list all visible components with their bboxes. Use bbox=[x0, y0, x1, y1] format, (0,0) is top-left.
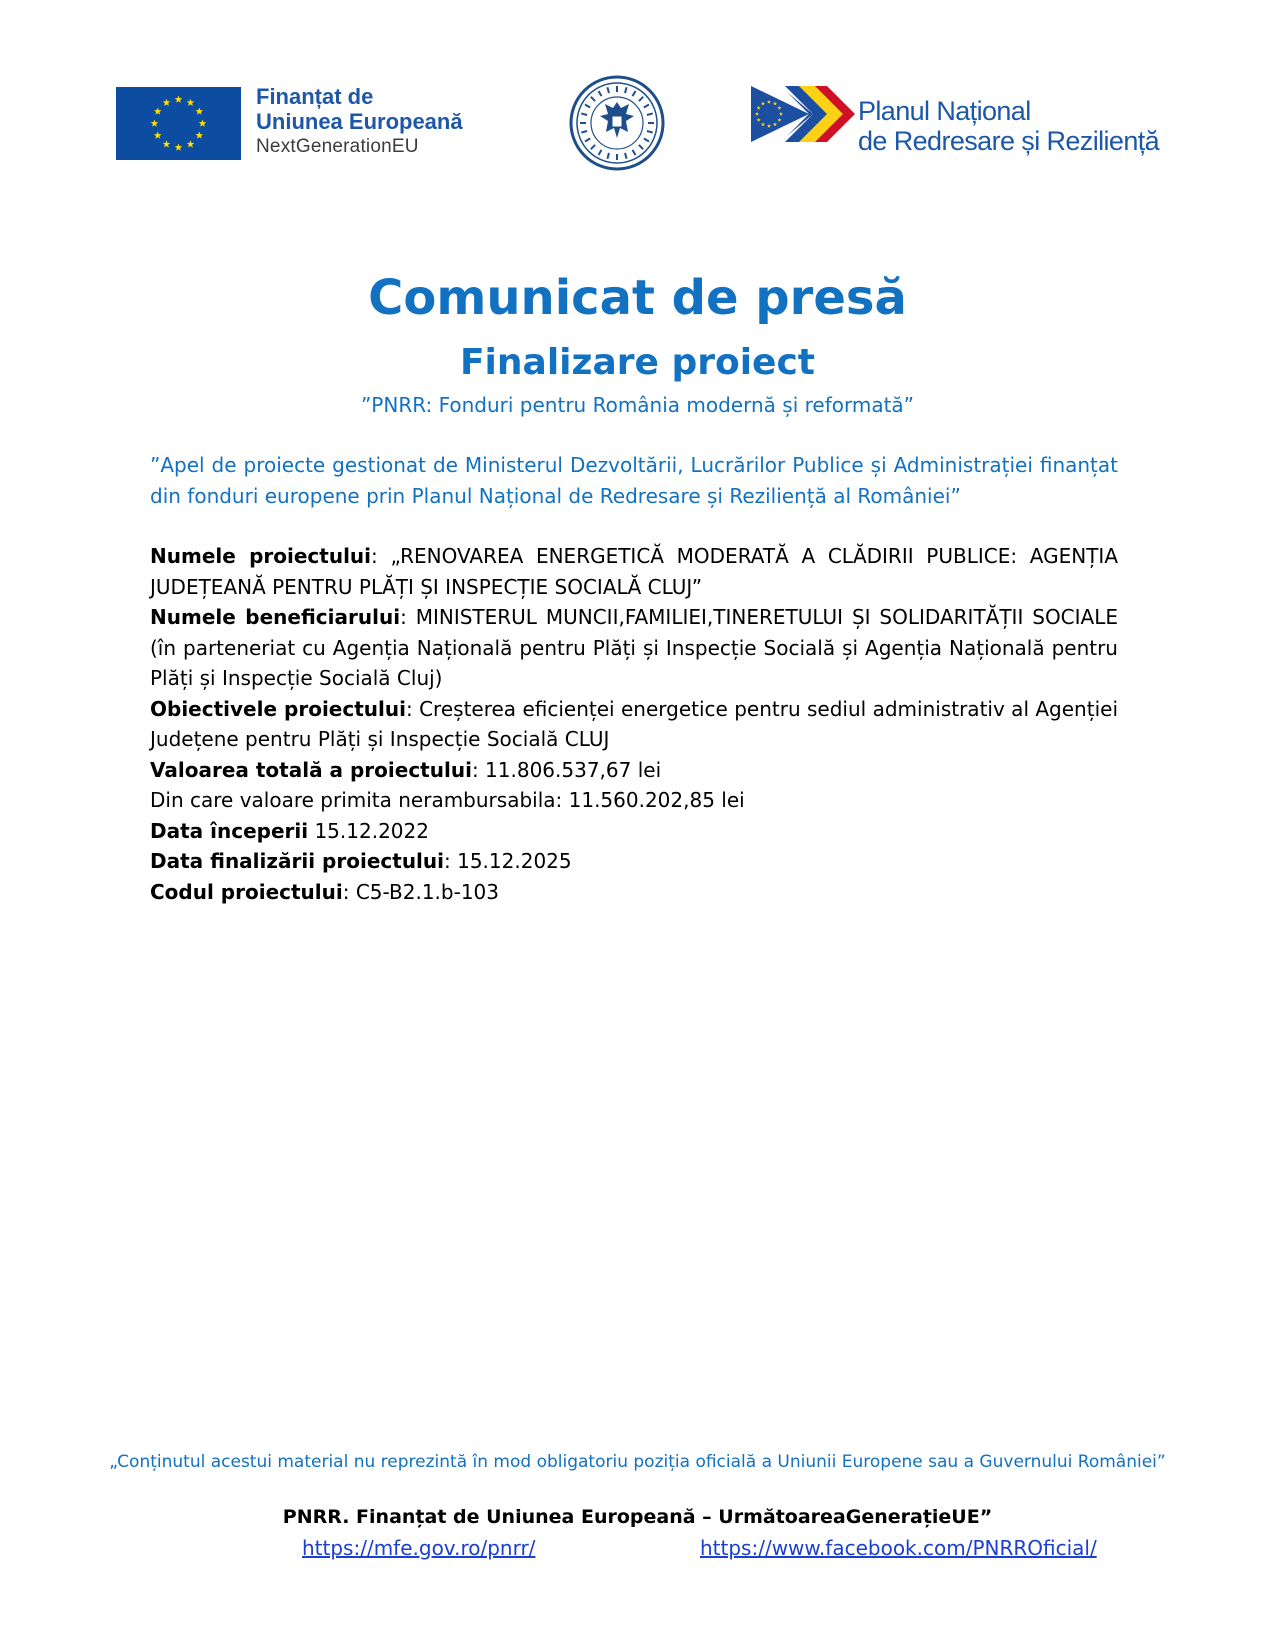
disclaimer: „Conținutul acestui material nu reprezintă în mod obligatoriu poziția oficială a Uniunii Europene sau a Guvernului României” bbox=[109, 1452, 1166, 1472]
total-value-row bbox=[150, 755, 1118, 786]
project-code-label: Codul proiectului bbox=[150, 879, 343, 904]
pnrr-line1: Planul Național bbox=[858, 96, 1031, 126]
beneficiary-row bbox=[150, 602, 1118, 694]
total-value-value: : 11.806.537,67 lei bbox=[471, 757, 662, 782]
objectives-row bbox=[150, 694, 1118, 755]
mfe-pnrr-link[interactable]: https://mfe.gov.ro/pnrr/ bbox=[302, 1536, 536, 1560]
government-seal-icon bbox=[568, 74, 666, 172]
slogan: ”PNRR: Fonduri pentru România modernă și reformată” bbox=[360, 393, 915, 417]
beneficiary-value: : MINISTERUL MUNCII,FAMILIEI,TINERETULUI ȘI SOLIDARITĂȚII SOCIALE (în parteneriat cu Agenția Națională pentru Plăți și Inspecție Socială și Agenția Națională pentru Plăți și Inspecție Socială Cluj) bbox=[150, 605, 1119, 690]
end-date-label: Data finalizării proiectului bbox=[150, 849, 445, 873]
start-date-label: Data începerii bbox=[150, 818, 309, 843]
eu-nextgen-label: NextGenerationEU bbox=[256, 136, 419, 157]
objectives-value: : Creșterea eficienței energetice pentru sediul administrativ al Agenției Județene pentru Plăți și Inspecție Socială CLUJ bbox=[150, 696, 1118, 751]
project-code-value: : C5-B2.1.b-103 bbox=[342, 879, 499, 904]
project-name-label: Numele proiectului bbox=[150, 544, 372, 568]
pnrr-line2: de Redresare și Reziliență bbox=[858, 126, 1160, 156]
facebook-pnrr-link[interactable]: https://www.facebook.com/PNRROficial/ bbox=[700, 1536, 1097, 1560]
pnrr-logo-icon bbox=[751, 86, 855, 142]
project-name-value: : „RENOVAREA ENERGETICĂ MODERATĂ A CLĂDIRII PUBLICE: AGENȚIA JUDEȚEANĂ PENTRU PLĂȚI ȘI INSPECȚIE SOCIALĂ CLUJ” bbox=[150, 544, 1118, 599]
eu-flag-icon bbox=[116, 87, 241, 160]
objectives-label: Obiectivele proiectului bbox=[150, 696, 406, 721]
project-details bbox=[150, 541, 1118, 907]
footer-title: PNRR. Finanțat de Uniunea Europeană – UrmătoareaGenerațieUE” bbox=[282, 1506, 993, 1528]
pnrr-label bbox=[858, 96, 1159, 156]
project-code-row bbox=[150, 877, 1118, 908]
eu-funding-label bbox=[256, 84, 463, 159]
eu-funded-line1: Finanțat de bbox=[256, 84, 374, 109]
start-date-row bbox=[150, 816, 1118, 847]
project-name-row bbox=[150, 541, 1118, 602]
intro-paragraph: ”Apel de proiecte gestionat de Ministerul Dezvoltării, Lucrărilor Publice și Administrației finanțat din fonduri europene prin Planul Național de Redresare și Reziliență al României” bbox=[150, 453, 1118, 508]
page-subtitle: Finalizare proiect bbox=[459, 342, 816, 383]
eu-funded-line2: Uniunea Europeană bbox=[256, 109, 463, 134]
end-date-value: : 15.12.2025 bbox=[444, 849, 572, 873]
start-date-value: 15.12.2022 bbox=[308, 818, 429, 843]
beneficiary-label: Numele beneficiarului bbox=[150, 605, 401, 629]
end-date-row bbox=[150, 846, 1118, 877]
page-title: Comunicat de presă bbox=[368, 270, 907, 326]
grant-row: Din care valoare primita nerambursabila: 11.560.202,85 lei bbox=[150, 788, 745, 812]
total-value-label: Valoarea totală a proiectului bbox=[150, 757, 472, 782]
